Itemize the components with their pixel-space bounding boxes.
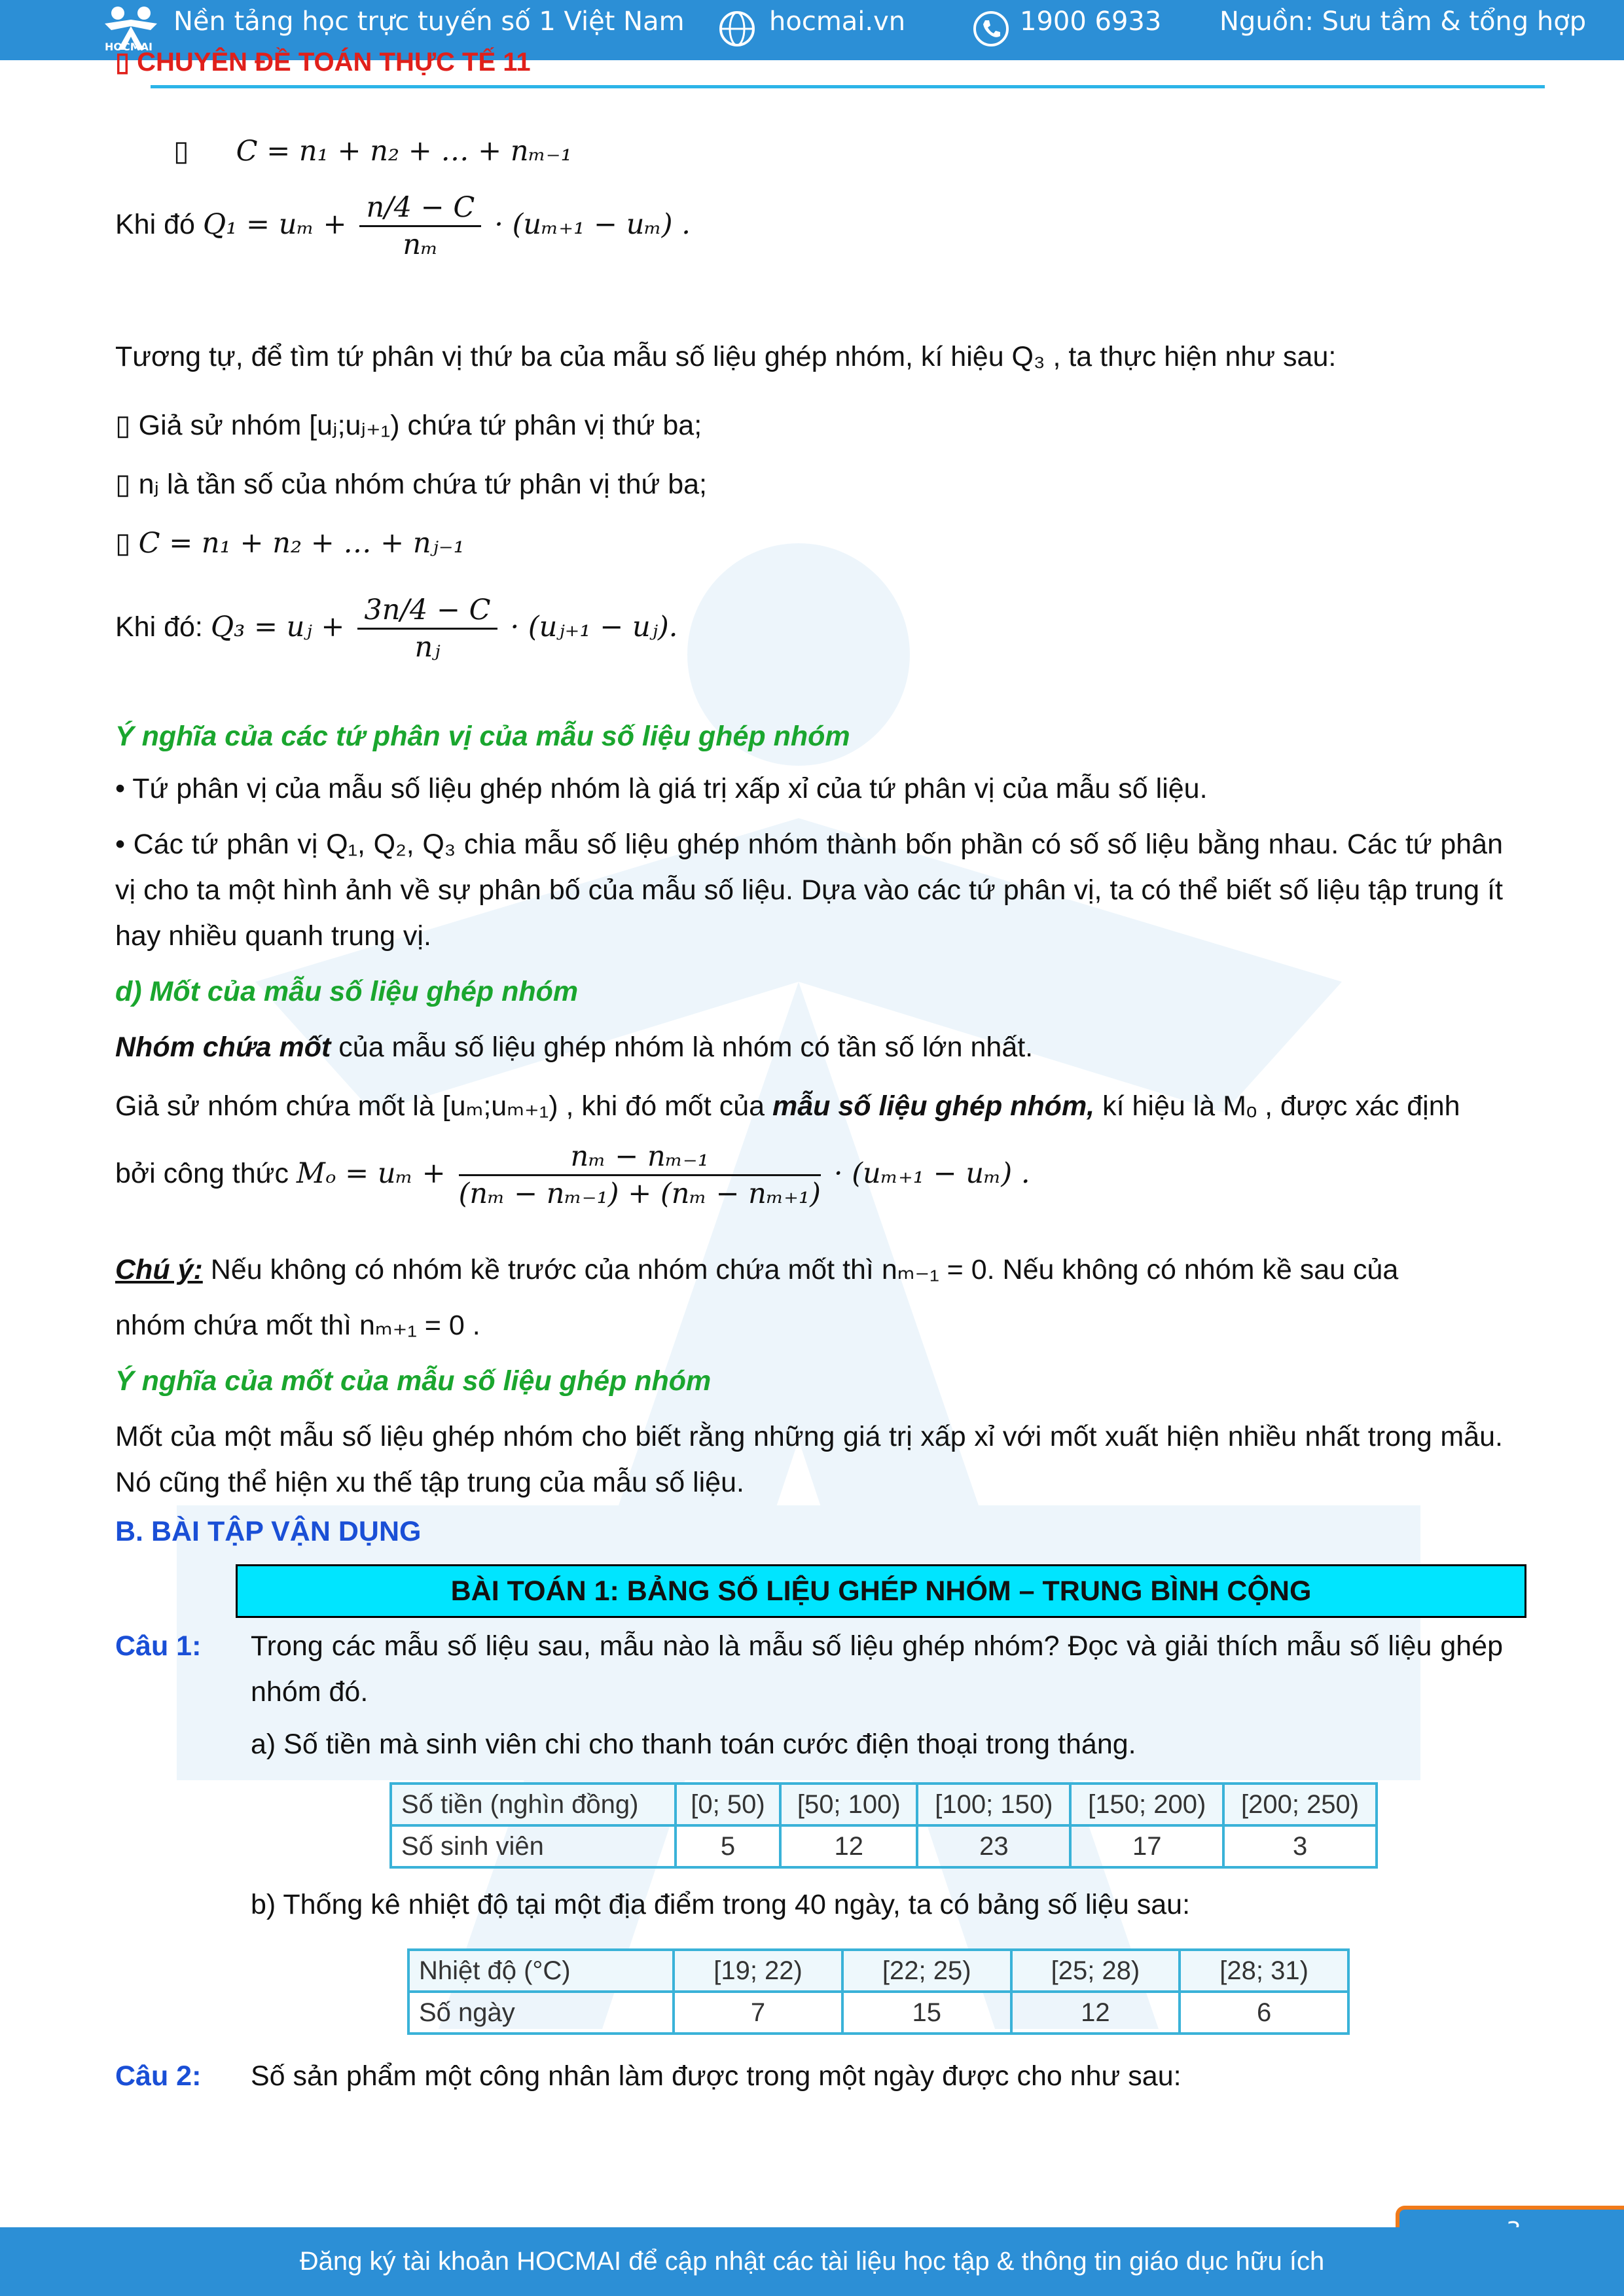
table-cell: [150; 200) [1070, 1784, 1223, 1825]
table-cell: 12 [780, 1825, 917, 1867]
cau1-label: Câu 1: [115, 1630, 202, 1662]
q3-intro: Tương tự, để tìm tứ phân vị thứ ba của mẫu số liệu ghép nhóm, kí hiệu Q₃ , ta thực hiện như sau: [115, 341, 1337, 372]
table-cell: [22; 25) [842, 1950, 1011, 1992]
section-b-heading: B. BÀI TẬP VẬN DỤNG [115, 1516, 422, 1547]
mode-assumption [115, 1083, 1460, 1129]
q3-formula-line [115, 592, 677, 665]
table-cell: 5 [676, 1825, 780, 1867]
q3-numerator: 3n/4 − C [357, 592, 497, 630]
header-source: Nguồn: Sưu tầm & tổng hợp [1219, 7, 1587, 37]
mode-assume-2: kí hiệu là Mₒ , được xác định [1094, 1090, 1460, 1122]
q1-rhs: · (uₘ₊₁ − uₘ) . [494, 207, 691, 241]
bullet: ▯ [173, 135, 189, 167]
mode-lhs: Mₒ = uₘ + [296, 1157, 446, 1190]
q1-formula-line [115, 190, 691, 262]
q3-denominator: nⱼ [414, 631, 441, 664]
q1-denominator: nₘ [403, 228, 439, 261]
table-cell: [19; 22) [674, 1950, 842, 1992]
table-cell: 15 [842, 1992, 1011, 2034]
title-bullet: ▯ [115, 48, 130, 77]
mode-assume-bold: mẫu số liệu ghép nhóm, [772, 1090, 1095, 1122]
q3-step-2 [115, 461, 707, 507]
table-cell: 23 [917, 1825, 1070, 1867]
table-temperature [407, 1948, 1350, 2035]
q1-fraction [359, 190, 481, 262]
table-cell: Số tiền (nghìn đồng) [391, 1784, 676, 1825]
cau2-label: Câu 2: [115, 2060, 202, 2092]
mode-meaning-heading: Ý nghĩa của mốt của mẫu số liệu ghép nhóm [115, 1365, 712, 1397]
mode-definition-bold: Nhóm chứa mốt [115, 1031, 331, 1063]
table-cell: [28; 31) [1180, 1950, 1348, 1992]
cau1-text: Trong các mẫu số liệu sau, mẫu nào là mẫu số liệu ghép nhóm? Đọc và giải thích mẫu số liệu ghép nhóm đó. [251, 1630, 1503, 1708]
q1-lead: Khi đó [115, 208, 195, 240]
mode-definition-rest: của mẫu số liệu ghép nhóm là nhóm có tần số lớn nhất. [331, 1031, 1034, 1063]
table-cell: 7 [674, 1992, 842, 2034]
table-row [391, 1825, 1377, 1867]
header-slogan: Nền tảng học trực tuyến số 1 Việt Nam [173, 7, 685, 37]
mode-rhs: · (uₘ₊₁ − uₘ) . [833, 1157, 1030, 1190]
table-cell: 12 [1011, 1992, 1180, 2034]
logo-text: HOCMAI [105, 41, 153, 53]
q3-lhs: Q₃ = uⱼ + [210, 610, 345, 643]
q1-numerator: n/4 − C [359, 190, 481, 227]
q3-lead: Khi đó: [115, 611, 203, 643]
table-cell: [100; 150) [917, 1784, 1070, 1825]
mode-note-label: Chú ý: [115, 1254, 203, 1285]
q3-step-1 [115, 403, 702, 448]
table-row [408, 1950, 1348, 1992]
title-underline [151, 85, 1545, 88]
header-website-link[interactable]: hocmai.vn [769, 7, 906, 37]
quartile-meaning-heading: Ý nghĩa của các tứ phân vị của mẫu số liệu ghép nhóm [115, 721, 850, 752]
q3-step-2-text: nⱼ là tần số của nhóm chứa tứ phân vị thứ ba; [138, 469, 708, 500]
header-phone[interactable]: 1900 6933 [1020, 7, 1162, 37]
table-cell: [0; 50) [676, 1784, 780, 1825]
quartile-meaning-p1: • Tứ phân vị của mẫu số liệu ghép nhóm là giá trị xấp xỉ của tứ phân vị của mẫu số liệu. [115, 773, 1208, 804]
mode-numerator: nₘ − nₘ₋₁ [459, 1139, 821, 1176]
table-cell: 17 [1070, 1825, 1223, 1867]
q3-step-3 [115, 520, 465, 566]
q3-fraction [357, 592, 497, 665]
table-row [408, 1992, 1348, 2034]
table-cell: [200; 250) [1223, 1784, 1377, 1825]
bullet: ▯ [115, 469, 131, 500]
mode-note-line-1 [115, 1247, 1398, 1293]
mode-denominator: (nₘ − nₘ₋₁) + (nₘ − nₘ₊₁) [458, 1177, 821, 1210]
cau2-text: Số sản phẩm một công nhân làm được trong một ngày được cho như sau: [251, 2060, 1182, 2092]
table-cell: Số ngày [408, 1992, 674, 2034]
q1-lhs: Q₁ = uₘ + [202, 207, 347, 241]
mode-meaning-text: Mốt của một mẫu số liệu ghép nhóm cho biết rằng những giá trị xấp xỉ với mốt xuất hiện nhiều nhất trong mẫu. Nó cũng thể hiện xu thế tập trung của mẫu số liệu. [115, 1421, 1503, 1498]
q3-rhs: · (uⱼ₊₁ − uⱼ). [510, 610, 678, 643]
mode-heading: d) Mốt của mẫu số liệu ghép nhóm [115, 976, 579, 1007]
table-row [391, 1784, 1377, 1825]
quartile-meaning-p2: • Các tứ phân vị Q₁, Q₂, Q₃ chia mẫu số liệu ghép nhóm thành bốn phần có số số liệu bằng nhau. Các tứ phân vị cho ta một hình ảnh về sự phân bố của mẫu số liệu. Dựa vào các tứ phân vị, ta có thể biết số liệu tập trung ít hay nhiều quanh trung vị. [115, 829, 1503, 952]
cau1-part-b: b) Thống kê nhiệt độ tại một địa điểm trong 40 ngày, ta có bảng số liệu sau: [251, 1889, 1191, 1920]
q3-step-3-text: C = n₁ + n₂ + … + nⱼ₋₁ [138, 527, 465, 560]
table-cell: [25; 28) [1011, 1950, 1180, 1992]
mode-note-1: Nếu không có nhóm kề trước của nhóm chứa mốt thì nₘ₋₁ = 0. Nếu không có nhóm kề sau của [202, 1254, 1399, 1285]
table-cell: 6 [1180, 1992, 1348, 2034]
c-formula: C = n₁ + n₂ + … + nₘ₋₁ [236, 135, 572, 168]
mode-note-2: nhóm chứa mốt thì nₘ₊₁ = 0 . [115, 1310, 480, 1341]
document-title-text: CHUYÊN ĐỀ TOÁN THỰC TẾ 11 [137, 48, 531, 77]
table-cell: Nhiệt độ (°C) [408, 1950, 674, 1992]
mode-formula-lead: bởi công thức [115, 1157, 289, 1189]
phone-icon [973, 10, 1009, 47]
q1-c-formula-line [173, 128, 572, 174]
table-cell: Số sinh viên [391, 1825, 676, 1867]
table-cell: 3 [1223, 1825, 1377, 1867]
mode-definition [115, 1024, 1033, 1070]
problem-1-banner: BÀI TOÁN 1: BẢNG SỐ LIỆU GHÉP NHÓM – TRUNG BÌNH CỘNG [236, 1564, 1526, 1618]
bullet: ▯ [115, 528, 131, 559]
q3-step-1-text: Giả sử nhóm [uⱼ;uⱼ₊₁) chứa tứ phân vị thứ ba; [138, 410, 702, 441]
cau1-part-a: a) Số tiền mà sinh viên chi cho thanh toán cước điện thoại trong tháng. [251, 1729, 1136, 1760]
globe-icon [719, 10, 755, 47]
table-phone-costs [389, 1782, 1378, 1869]
mode-fraction [459, 1139, 821, 1211]
mode-formula-line [115, 1139, 1030, 1211]
bullet: ▯ [115, 410, 131, 441]
document-title [115, 47, 531, 77]
mode-assume-1: Giả sử nhóm chứa mốt là [uₘ;uₘ₊₁) , khi đó mốt của [115, 1090, 772, 1122]
footer-banner[interactable]: Đăng ký tài khoản HOCMAI để cập nhật các tài liệu học tập & thông tin giáo dục hữu ích [0, 2227, 1624, 2296]
table-cell: [50; 100) [780, 1784, 917, 1825]
